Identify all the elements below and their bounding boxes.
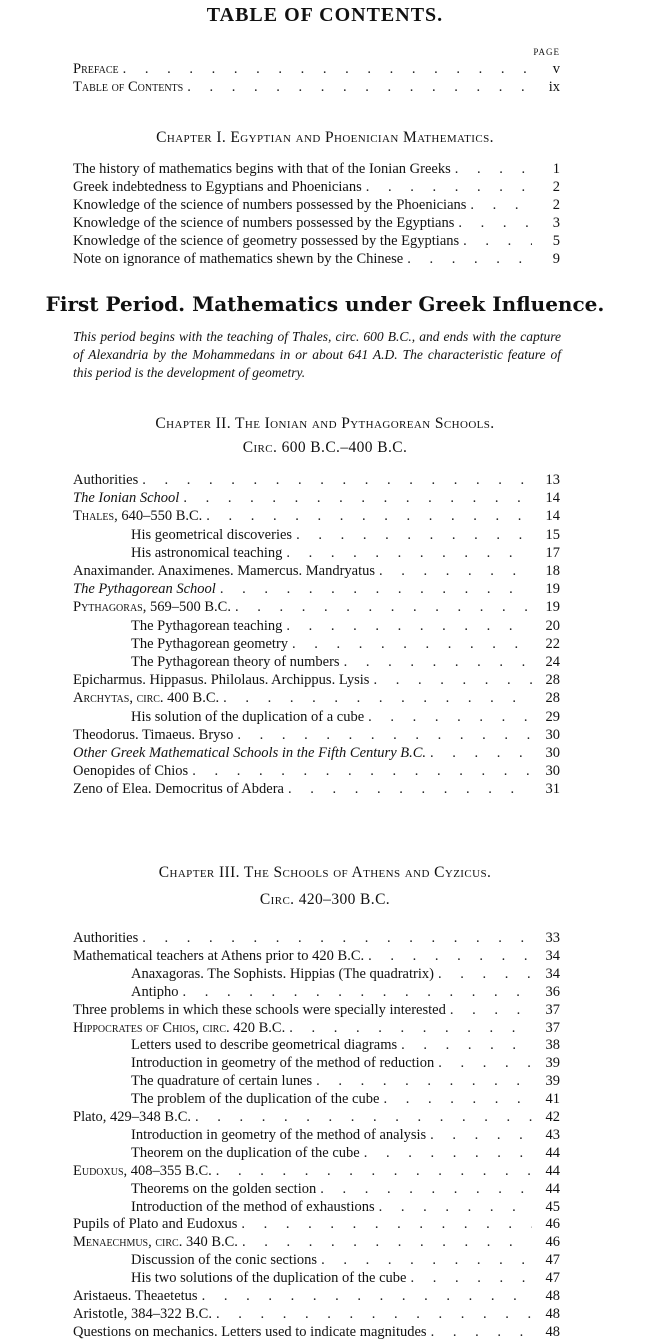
toc-entry-page: 15 — [545, 526, 560, 543]
toc-entry-title: Thales, 640–550 B.C. — [73, 508, 203, 525]
toc-entry-page: 1 — [552, 161, 560, 177]
dot-leader — [407, 250, 532, 268]
toc-entry-title: Authorities — [73, 472, 139, 488]
toc-entry-title: Greek indebtedness to Egyptians and Phoenicians — [73, 179, 362, 195]
toc-entry — [73, 214, 560, 232]
toc-entry-page: ix — [548, 79, 560, 95]
toc-entry — [73, 708, 560, 726]
toc-entry-page: 28 — [545, 672, 560, 689]
dot-leader — [430, 1126, 532, 1144]
toc-entry-page: 34 — [545, 947, 560, 964]
toc-entry — [73, 1144, 560, 1162]
dot-leader — [379, 1198, 532, 1216]
chapter-3-subheading: Circ. 420–300 B.C. — [259, 891, 391, 908]
toc-entry-page: 43 — [545, 1126, 560, 1143]
dot-leader — [430, 744, 532, 762]
page-column-header: PAGE — [533, 47, 560, 57]
dot-leader — [470, 196, 532, 214]
toc-entry-page: v — [552, 61, 560, 77]
toc-entry — [73, 160, 560, 178]
toc-entry-page: 22 — [545, 635, 560, 652]
toc-entry-page: 31 — [545, 781, 560, 798]
toc-entry-page: 44 — [545, 1162, 560, 1179]
chapter-2-subheading: Circ. 600 B.C.–400 B.C. — [242, 439, 408, 456]
toc-entry-page: 48 — [545, 1288, 560, 1304]
toc-entry — [73, 929, 560, 947]
toc-entry-page: 47 — [545, 1252, 560, 1269]
dot-leader — [286, 544, 532, 562]
toc-entry — [73, 965, 560, 983]
toc-entry-page: 2 — [552, 179, 560, 195]
toc-entry — [73, 1180, 560, 1198]
toc-entry — [73, 1251, 560, 1269]
chapter-1-heading: Chapter I. Egyptian and Phoenician Mathematics. — [156, 129, 494, 146]
toc-entry — [73, 562, 560, 580]
dot-leader — [235, 598, 532, 616]
toc-entry — [73, 947, 560, 965]
dot-leader — [220, 580, 532, 598]
toc-entry-title: Knowledge of the science of numbers possessed by the Phoenicians — [73, 197, 467, 213]
chapter-2-heading: Chapter II. The Ionian and Pythagorean Schools. — [155, 415, 495, 432]
toc-entry-title: Hippocrates of Chios, circ. 420 B.C. — [73, 1019, 286, 1036]
toc-entry-page: 41 — [545, 1091, 560, 1108]
toc-entry-title: Note on ignorance of mathematics shewn by the Chinese — [73, 251, 404, 267]
toc-entry-page: 39 — [545, 1073, 560, 1090]
toc-entry-page: 18 — [545, 563, 560, 579]
toc-entry-page: 20 — [545, 617, 560, 634]
dot-leader — [183, 489, 532, 507]
period-description: This period begins with the teaching of Thales, circ. 600 B.C., and ends with the capture of Alexandria by the Mohammedans in or about 641 A.D. The characteristic feature of this period is the development of geometry. — [73, 329, 561, 380]
toc-entry-title: Menaechmus, circ. 340 B.C. — [73, 1234, 238, 1251]
toc-entry — [73, 1054, 560, 1072]
dot-leader — [364, 1144, 532, 1162]
toc-entry-title: Discussion of the conic sections — [131, 1252, 318, 1269]
dot-leader — [192, 762, 532, 780]
toc-entry-page: 48 — [545, 1323, 560, 1340]
toc-entry — [73, 635, 560, 653]
toc-entry — [73, 1305, 560, 1323]
toc-entry-page: 29 — [545, 708, 560, 725]
toc-entry-page: 33 — [545, 930, 560, 946]
toc-entry-page: 45 — [545, 1198, 560, 1215]
toc-entry-title: Three problems in which these schools were specially interested — [73, 1001, 446, 1018]
toc-entry — [73, 580, 560, 598]
toc-entry-title: Zeno of Elea. Democritus of Abdera — [73, 781, 284, 798]
toc-entry — [73, 178, 560, 196]
toc-entry — [73, 526, 560, 544]
toc-entry — [73, 780, 560, 798]
toc-entry-title: Knowledge of the science of numbers possessed by the Egyptians — [73, 215, 455, 231]
toc-entry-title: Knowledge of the science of geometry possessed by the Egyptians — [73, 233, 460, 249]
dot-leader — [286, 617, 532, 635]
dot-leader — [438, 1054, 532, 1072]
toc-entry — [73, 507, 560, 525]
dot-leader — [368, 708, 532, 726]
toc-entry-title: Aristaeus. Theaetetus — [73, 1288, 198, 1304]
toc-entry-page: 24 — [545, 654, 560, 670]
toc-entry-page: 14 — [545, 508, 560, 525]
toc-entry — [73, 617, 560, 635]
toc-entry — [73, 1215, 560, 1233]
toc-entry-page: 5 — [552, 233, 560, 249]
toc-entry-page: 37 — [545, 1001, 560, 1018]
toc-entry — [73, 1269, 560, 1287]
toc-entry-title: Eudoxus, 408–355 B.C. — [73, 1162, 212, 1179]
toc-entry-title: Plato, 429–348 B.C. — [73, 1109, 192, 1125]
toc-entry-title: Theorem on the duplication of the cube — [131, 1144, 360, 1161]
toc-entry-title: Archytas, circ. 400 B.C. — [73, 690, 220, 707]
toc-entry-title: The problem of the duplication of the cube — [131, 1091, 380, 1108]
period-heading: First Period. Mathematics under Greek Influence. — [45, 292, 605, 316]
toc-entry — [73, 744, 560, 762]
toc-entry-title: Preface — [73, 61, 119, 77]
toc-entry — [73, 250, 560, 268]
toc-entry-title: Aristotle, 384–322 B.C. — [73, 1305, 212, 1322]
dot-leader — [458, 214, 532, 232]
toc-entry — [73, 1198, 560, 1216]
toc-entry-page: 39 — [545, 1055, 560, 1072]
toc-entry — [73, 489, 560, 507]
toc-entry-page: 44 — [545, 1144, 560, 1161]
toc-entry — [73, 1233, 560, 1251]
chapter-3-heading: Chapter III. The Schools of Athens and Cyzicus. — [158, 864, 492, 881]
toc-entry — [73, 1019, 560, 1037]
toc-entry-page: 19 — [545, 599, 560, 616]
toc-entry-page: 36 — [545, 983, 560, 1000]
toc-entry-title: Theodorus. Timaeus. Bryso — [73, 726, 234, 743]
dot-leader — [373, 671, 532, 689]
toc-entry — [73, 196, 560, 214]
dot-leader — [289, 1019, 532, 1037]
toc-entry-page: 14 — [545, 490, 560, 507]
dot-leader — [455, 160, 532, 178]
toc-entry — [73, 60, 560, 78]
toc-entry-title: Theorems on the golden section — [131, 1180, 317, 1197]
toc-entry-page: 13 — [545, 472, 560, 488]
dot-leader — [183, 983, 532, 1001]
toc-entry-title: The Pythagorean theory of numbers — [131, 654, 340, 670]
toc-entry-page: 44 — [545, 1180, 560, 1197]
toc-entry-title: The Ionian School — [73, 490, 180, 507]
toc-entry-title: Anaxagoras. The Sophists. Hippias (The quadratrix) — [131, 965, 434, 982]
dot-leader — [401, 1036, 532, 1054]
toc-entry-page: 46 — [545, 1216, 560, 1233]
dot-leader — [368, 947, 532, 965]
toc-entry — [73, 1001, 560, 1019]
dot-leader — [187, 78, 532, 96]
toc-entry-page: 46 — [545, 1234, 560, 1251]
toc-entry — [73, 1108, 560, 1126]
toc-entry-title: The Pythagorean teaching — [131, 617, 283, 634]
toc-entry-title: Introduction of the method of exhaustions — [131, 1198, 375, 1215]
toc-entry-title: Introduction in geometry of the method of reduction — [131, 1055, 435, 1072]
toc-entry — [73, 689, 560, 707]
dot-leader — [223, 689, 532, 707]
dot-leader — [216, 1305, 532, 1323]
toc-entry-title: Mathematical teachers at Athens prior to 420 B.C. — [73, 947, 365, 964]
toc-entry — [73, 78, 560, 96]
toc-entry-title: His geometrical discoveries — [131, 526, 293, 543]
dot-leader — [123, 60, 532, 78]
dot-leader — [241, 1215, 532, 1233]
toc-entry-title: Other Greek Mathematical Schools in the Fifth Century B.C. — [73, 745, 427, 761]
toc-entry-title: Authorities — [73, 930, 139, 946]
toc-entry — [73, 653, 560, 671]
toc-entry-page: 42 — [545, 1109, 560, 1125]
dot-leader — [288, 780, 532, 798]
toc-entry — [73, 232, 560, 250]
toc-entry-page: 47 — [545, 1270, 560, 1287]
toc-entry — [73, 471, 560, 489]
dot-leader — [344, 653, 532, 671]
toc-entry-page: 34 — [545, 965, 560, 982]
dot-leader — [142, 471, 532, 489]
toc-entry-title: The quadrature of certain lunes — [131, 1073, 313, 1090]
toc-entry-title: Questions on mechanics. Letters used to indicate magnitudes — [73, 1323, 427, 1340]
toc-entry-title: Pupils of Plato and Eudoxus — [73, 1216, 238, 1233]
toc-entry — [73, 726, 560, 744]
dot-leader — [142, 929, 532, 947]
dot-leader — [383, 1090, 532, 1108]
toc-entry — [73, 1126, 560, 1144]
toc-entry — [73, 671, 560, 689]
toc-entry-page: 37 — [545, 1019, 560, 1036]
dot-leader — [216, 1162, 532, 1180]
toc-entry-title: The history of mathematics begins with that of the Ionian Greeks — [73, 161, 451, 177]
dot-leader — [410, 1269, 532, 1287]
toc-entry — [73, 544, 560, 562]
toc-entry-title: Introduction in geometry of the method of analysis — [131, 1126, 427, 1143]
toc-entry-title: Letters used to describe geometrical diagrams — [131, 1037, 398, 1054]
toc-entry-title: Pythagoras, 569–500 B.C. — [73, 599, 231, 616]
toc-entry — [73, 983, 560, 1001]
dot-leader — [195, 1108, 532, 1126]
toc-entry-page: 38 — [545, 1037, 560, 1054]
dot-leader — [438, 965, 532, 983]
dot-leader — [242, 1233, 532, 1251]
dot-leader — [463, 232, 532, 250]
toc-entry-title: Antipho — [131, 983, 179, 1000]
toc-entry-title: Oenopides of Chios — [73, 763, 189, 780]
toc-entry-page: 17 — [545, 544, 560, 561]
toc-entry-title: Epicharmus. Hippasus. Philolaus. Archippus. Lysis — [73, 672, 370, 689]
dot-leader — [379, 562, 532, 580]
toc-entry-page: 30 — [545, 745, 560, 761]
toc-entry-page: 9 — [552, 251, 560, 267]
toc-entry — [73, 1323, 560, 1341]
dot-leader — [316, 1072, 532, 1090]
dot-leader — [296, 526, 532, 544]
toc-entry-page: 2 — [552, 197, 560, 213]
toc-entry-title: The Pythagorean geometry — [131, 635, 289, 652]
toc-entry — [73, 1036, 560, 1054]
dot-leader — [366, 178, 532, 196]
toc-entry-title: The Pythagorean School — [73, 581, 216, 598]
toc-entry-page: 28 — [545, 690, 560, 707]
page-title: TABLE OF CONTENTS. — [206, 4, 444, 26]
toc-entry — [73, 762, 560, 780]
dot-leader — [237, 726, 532, 744]
toc-entry — [73, 598, 560, 616]
dot-leader — [321, 1251, 532, 1269]
toc-entry — [73, 1072, 560, 1090]
dot-leader — [202, 1287, 532, 1305]
toc-entry-title: His solution of the duplication of a cube — [131, 708, 365, 725]
toc-entry-page: 3 — [552, 215, 560, 231]
toc-entry-title: Anaximander. Anaximenes. Mamercus. Mandryatus — [73, 563, 376, 579]
dot-leader — [431, 1323, 532, 1341]
toc-entry — [73, 1090, 560, 1108]
toc-entry — [73, 1162, 560, 1180]
toc-entry-title: Table of Contents — [73, 79, 184, 95]
toc-entry-title: His two solutions of the duplication of the cube — [131, 1270, 407, 1287]
toc-entry-page: 30 — [545, 763, 560, 780]
dot-leader — [206, 507, 532, 525]
toc-entry-title: His astronomical teaching — [131, 544, 283, 561]
toc-entry-page: 48 — [545, 1305, 560, 1322]
dot-leader — [450, 1001, 532, 1019]
toc-entry-page: 19 — [545, 581, 560, 598]
toc-entry — [73, 1287, 560, 1305]
toc-entry-page: 30 — [545, 726, 560, 743]
dot-leader — [292, 635, 532, 653]
dot-leader — [320, 1180, 532, 1198]
